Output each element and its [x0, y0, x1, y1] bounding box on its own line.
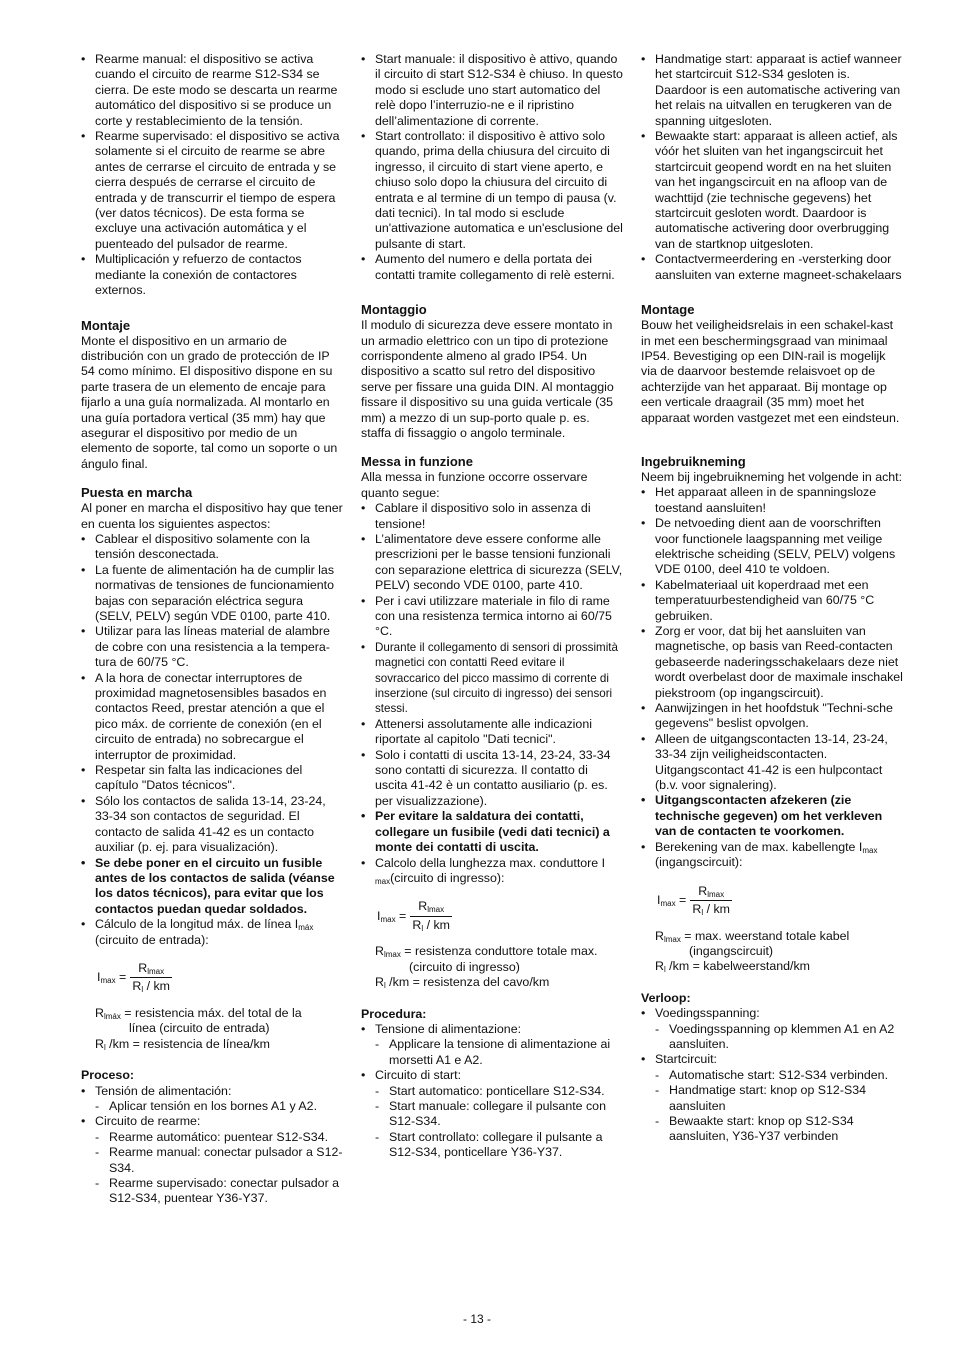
sub-item: - Automatische start: S12-S34 verbinden.	[655, 1068, 903, 1083]
formula-denominator: $R_l$ / km	[692, 902, 730, 917]
sub-item: - Rearme supervisado: conectar pulsador a S12-S34, puentear Y36-Y37.	[95, 1176, 343, 1207]
formula-fraction	[690, 884, 732, 918]
list-item-warning: • Se debe poner en el circuito un fusible antes de los contactos de salida (véanse los datos técnicos), para evitar que los contactos puedan quedar soldados.	[81, 856, 343, 918]
calc-text: Calcolo della lunghezza max. conduttore I	[375, 855, 606, 870]
it-messa-intro: Alla messa in funzione occorre osservare quanto segue:	[361, 470, 588, 500]
formula-lhs: $I_{max}$ =	[377, 908, 407, 924]
calc-text: Berekening van de max. kabellengte I	[655, 839, 863, 854]
nl-montage-heading: Montage	[641, 302, 695, 318]
es-puesta-intro: Al poner en marcha el dispositivo hay que tener en cuenta los siguientes aspectos:	[81, 501, 343, 531]
calc-text-post: (circuito di ingresso):	[390, 870, 505, 885]
nl-def-1: $R_{lmax} = \max$. weerstand totale kabel (ingangscircuit)	[655, 928, 850, 958]
sub-item: - Start manuale: collegare il pulsante con S12-S34.	[375, 1099, 623, 1130]
es-def-2: $R_l$ /km = resistencia de línea/km	[95, 1036, 270, 1052]
sub-item: - Start automatico: ponticellare S12-S34.	[375, 1084, 623, 1099]
calc-sub: max	[862, 845, 878, 855]
it-def-1: $R_{lmax}$ = resistenza conduttore totale max. (circuito di ingresso)	[375, 944, 598, 974]
page-number: - 13 -	[462, 1312, 491, 1326]
calc-text-post: (circuito de entrada):	[95, 932, 209, 947]
list-item: • Tensión de alimentación: - Aplicar tensión en los bornes A1 y A2.	[81, 1084, 343, 1115]
list-item-calc	[641, 840, 903, 871]
list-item: • Solo i contatti di uscita 13-14, 23-24, 33-34 sono contatti di sicurezza. Il contatto di uscita 41-42 è un contatto ausiliario (p. es. per visualizzazione).	[361, 748, 623, 810]
list-item: • Respetar sin falta las indicaciones del capítulo "Datos técnicos".	[81, 763, 343, 794]
sub-item: - Voedingsspanning op klemmen A1 en A2 aansluiten.	[655, 1022, 903, 1053]
list-item-calc	[361, 856, 623, 887]
it-intro-list	[361, 52, 623, 283]
list-item: • Cablare il dispositivo solo in assenza di tensione!	[361, 501, 623, 532]
formula-numerator: $R_{lmax}$	[690, 884, 732, 901]
it-def-2: $R_l$ /km = resistenza del cavo/km	[375, 975, 550, 991]
list-item: • Durante il collegamento di sensori di prossimità magnetici con contatti Reed evitare il sovraccarico del picco massimo di corrente di inserzione (sul circuito di ingresso) dei sensori stessi.	[361, 640, 623, 717]
it-montaggio-text: Il modulo di sicurezza deve essere montato in un armadio elettrico con un tipo di protezione corrispondente almeno al grado IP54. Un dispositivo a scatto sul retro del dispositivo serve per fissare una guida DIN. Al montaggio fissare il dispositivo su una guida verticale (35 mm) a mezzo di un sup-porto quale p. es. staffa di fissaggio o angolo terminale.	[361, 318, 614, 440]
column-dutch	[641, 52, 903, 1145]
list-item: • Rearme manual: el dispositivo se activa cuando el circuito de rearme S12-S34 se cierra. De este modo se descarta un rearme automático del dispositivo si se produce un corte y restablecimiento de la tensión.	[81, 52, 343, 129]
list-item: • Het apparaat alleen in de spanningsloze toestand aansluiten!	[641, 485, 903, 516]
list-item: • La fuente de alimentación ha de cumplir las normativas de tensiones de funcionamiento bajas con separación eléctrica segura (SELV, PELV) según VDE 0100, parte 410.	[81, 563, 343, 625]
list-item: • Sólo los contactos de salida 13-14, 23-24, 33-34 son contactos de seguridad. El contacto de salida 41-42 es un contacto auxiliar (p. ej. para visualización).	[81, 794, 343, 856]
formula-lhs: $I_{max}$ =	[97, 970, 127, 986]
es-formula	[97, 958, 343, 998]
list-item: • Handmatige start: apparaat is actief wanneer het startcircuit S12-S34 gesloten is. Daardoor is een automatische activering van het relais na uitvallen en terugkeren van de spanning uitgesloten.	[641, 52, 903, 129]
formula-numerator: $R_{lmax}$	[410, 899, 452, 916]
list-item: • Multiplicación y refuerzo de contactos mediante la conexión de contactores externos.	[81, 252, 343, 298]
sub-item: - Start controllato: collegare il pulsante a S12-S34, ponticellare Y36-Y37.	[375, 1130, 623, 1161]
nl-verloop-list	[641, 1006, 903, 1145]
sub-item: - Rearme manual: conectar pulsador a S12-S34.	[95, 1145, 343, 1176]
list-item: • Aanwijzingen in het hoofdstuk "Techni-sche gegevens" beslist opvolgen.	[641, 701, 903, 732]
list-item: • Alleen de uitgangscontacten 13-14, 23-24, 33-34 zijn veiligheidscontacten. Uitgangscontact 41-42 is een hulpcontact (b.v. voor signalering).	[641, 732, 903, 794]
sub-item: - Applicare la tensione di alimentazione ai morsetti A1 e A2.	[375, 1037, 623, 1068]
es-intro-list	[81, 52, 343, 299]
nl-ingebr-list	[641, 485, 903, 870]
es-proceso-heading: Proceso:	[81, 1068, 135, 1083]
list-item: • Utilizar para las líneas material de alambre de cobre con una resistencia a la tempera-tura de 60/75 °C.	[81, 624, 343, 670]
nl-def-2: $R_l$ /km = kabelweerstand/km	[655, 959, 811, 975]
nl-intro-list	[641, 52, 903, 283]
list-item: • Contactvermeerdering en -versterking door aansluiten van externe magneet-schakelaars	[641, 252, 903, 283]
list-item: • Startcircuit: - Automatische start: S12-S34 verbinden. - Handmatige start: knop op S12-S34 aansluiten - Bewaakte start: knop op S12-S34 aansluiten, Y36-Y37 verbinden	[641, 1052, 903, 1144]
list-item: • Start controllato: il dispositivo è attivo solo quando, prima della chiusura del circuito di ingresso, il circuito di start viene aperto, e chiuso solo dopo la chiusura del circuito di entrata e al termine di un tempo di pausa (v. dati tecnici). In tal modo si esclude un'attivazione automatica e un'esclusione del pulsante di start.	[361, 129, 623, 252]
list-item-calc	[81, 917, 343, 948]
es-montaje-text: Monte el dispositivo en un armario de distribución con un grado de protección de IP 54 como mínimo. El dispositivo dispone en su parte trasera de un elemento de encaje para fijarlo a una guía normalizada. Al montarlo en una guía portadora vertical (35 mm) hay que asegurar el dispositivo por medio de un elemento de soporte, tal como un soporte o un ángulo final.	[81, 333, 338, 471]
es-puesta-list	[81, 532, 343, 948]
it-procedura-list	[361, 1022, 623, 1161]
nl-ingebr-intro: Neem bij ingebruikneming het volgende in acht:	[641, 469, 903, 484]
list-item: • Per i cavi utilizzare materiale in filo di rame con una resistenza termica intorno ai 60/75 °C.	[361, 594, 623, 640]
list-item: • Bewaakte start: apparaat is alleen actief, als vóór het sluiten van het ingangscircuit het startcircuit geopend wordt en na het sluiten van het ingangscircuit en na afloop van de wachttijd (zie technische gegevens) het startcircuit gesloten wordt. Daardoor is automatische activering door overbrugging van de startknop uitgesloten.	[641, 129, 903, 252]
column-italian	[361, 52, 623, 1161]
it-formula	[377, 896, 623, 936]
list-item: • Voedingsspanning: - Voedingsspanning op klemmen A1 en A2 aansluiten.	[641, 1006, 903, 1052]
calc-sub: máx	[298, 923, 314, 933]
list-item: • De netvoeding dient aan de voorschriften voor functionele laagspanning met veilige elektrische scheiding (SELV, PELV) volgens VDE 0100, deel 410 te voldoen.	[641, 516, 903, 578]
nl-ingebruikneming-heading: Ingebruikneming	[641, 453, 746, 469]
list-item: • A la hora de conectar interruptores de proximidad magnetosensibles basados en contactos Reed, prestar atención a que el pico máx. de corriente de conexión (en el circuito de entrada) no sobrecargue el interruptor de proximidad.	[81, 671, 343, 763]
nl-verloop-heading: Verloop:	[641, 990, 691, 1005]
sub-item: - Rearme automático: puentear S12-S34.	[95, 1130, 343, 1145]
formula-lhs: $I_{max}$ =	[657, 892, 687, 908]
sub-item: - Aplicar tensión en los bornes A1 y A2.	[95, 1099, 343, 1114]
list-item: • Start manuale: il dispositivo è attivo, quando il circuito di start S12-S34 è chiuso. In questo modo si esclude uno start automatico del relè dopo l’interruzio-ne e il ripristino dell’alimentazione di corrente.	[361, 52, 623, 129]
calc-text: Cálculo de la longitud máx. de línea I	[95, 917, 299, 932]
sub-item: - Handmatige start: knop op S12-S34 aansluiten	[655, 1083, 903, 1114]
list-item: • L’alimentatore deve essere conforme alle prescrizioni per le basse tensioni funzionali con separazione elettrica di sicurezza (SELV, PELV) secondo VDE 0100, parte 410.	[361, 532, 623, 594]
formula-fraction	[130, 961, 172, 995]
list-item: • Aumento del numero e della portata dei contatti tramite collegamento di relè esterni.	[361, 252, 623, 283]
list-item: • Attenersi assolutamente alle indicazioni riportate al capitolo "Dati tecnici".	[361, 717, 623, 748]
calc-text-post: (ingangscircuit):	[655, 855, 743, 870]
formula-fraction	[410, 899, 452, 933]
list-item: • Rearme supervisado: el dispositivo se activa solamente si el circuito de rearme se abre antes de cerrarse el circuito de entrada y se cierra después de cerrarse el circuito de entrada y de transcurrir el tiempo de espera (ver datos técnicos). De esta forma se excluye una activación automática y el puenteado del pulsador de rearme.	[81, 129, 343, 252]
it-messa-list	[361, 501, 623, 886]
list-item: • Zorg er voor, dat bij het aansluiten van magnetische, op basis van Reed-contacten gebaseerde naderingsschakelaars deze niet wordt overbelast door de maximale inschakel piekstroom (op ingangscircuit).	[641, 624, 903, 701]
nl-montage-text: Bouw het veiligheidsrelais in een schakel-kast in met een beschermingsgraad van minimaal IP54. Bevestiging op een DIN-rail is mogelijk via de daarvoor bestemde relaisvoet op de achterzijde van het apparaat. Bij montage op een verticale draagrail (35 mm) moet het apparaat worden vastgezet met een eindsteun.	[641, 318, 900, 425]
list-item: • Tensione di alimentazione: - Applicare la tensione di alimentazione ai morsetti A1 e A2.	[361, 1022, 623, 1068]
it-montaggio-heading: Montaggio	[361, 302, 427, 318]
formula-denominator: $R_l$ / km	[412, 917, 450, 933]
it-messa-heading: Messa in funzione	[361, 454, 473, 470]
calc-sub: max	[375, 876, 391, 886]
list-item: • Kabelmateriaal uit koperdraad met een temperatuurbestendigheid van 60/75 °C gebruiken.	[641, 578, 903, 624]
column-spanish	[81, 52, 343, 1207]
formula-denominator: $R_l$ / km	[132, 979, 170, 995]
list-item: • Cablear el dispositivo solamente con la tensión desconectada.	[81, 532, 343, 563]
list-item: • Circuito di start: - Start automatico: ponticellare S12-S34. - Start manuale: collegare il pulsante con S12-S34. - Start controllato: collegare il pulsante a S12-S34, ponticellare Y36-Y37.	[361, 1068, 623, 1160]
es-puesta-heading: Puesta en marcha	[81, 485, 193, 501]
nl-formula	[657, 881, 903, 921]
es-def-1: $R_{lmáx}$ = resistencia máx. del total de la línea (circuito de entrada)	[95, 1005, 302, 1036]
es-proceso-list	[81, 1084, 343, 1207]
it-procedura-heading: Procedura:	[361, 1006, 427, 1021]
formula-numerator: $R_{lmax}$	[130, 961, 172, 978]
list-item-warning: • Per evitare la saldatura dei contatti, collegare un fusibile (vedi dati tecnici) a monte dei contatti di uscita.	[361, 809, 623, 855]
list-item: • Circuito de rearme: - Rearme automático: puentear S12-S34. - Rearme manual: conectar pulsador a S12-S34. - Rearme supervisado: conectar pulsador a S12-S34, puentear Y36-Y37.	[81, 1114, 343, 1206]
sub-item: - Bewaakte start: knop op S12-S34 aansluiten, Y36-Y37 verbinden	[655, 1114, 903, 1145]
list-item-warning: • Uitgangscontacten afzekeren (zie technische gegeven) om het verkleven van de contacten te voorkomen.	[641, 793, 903, 839]
es-montaje-heading: Montaje	[81, 317, 131, 333]
